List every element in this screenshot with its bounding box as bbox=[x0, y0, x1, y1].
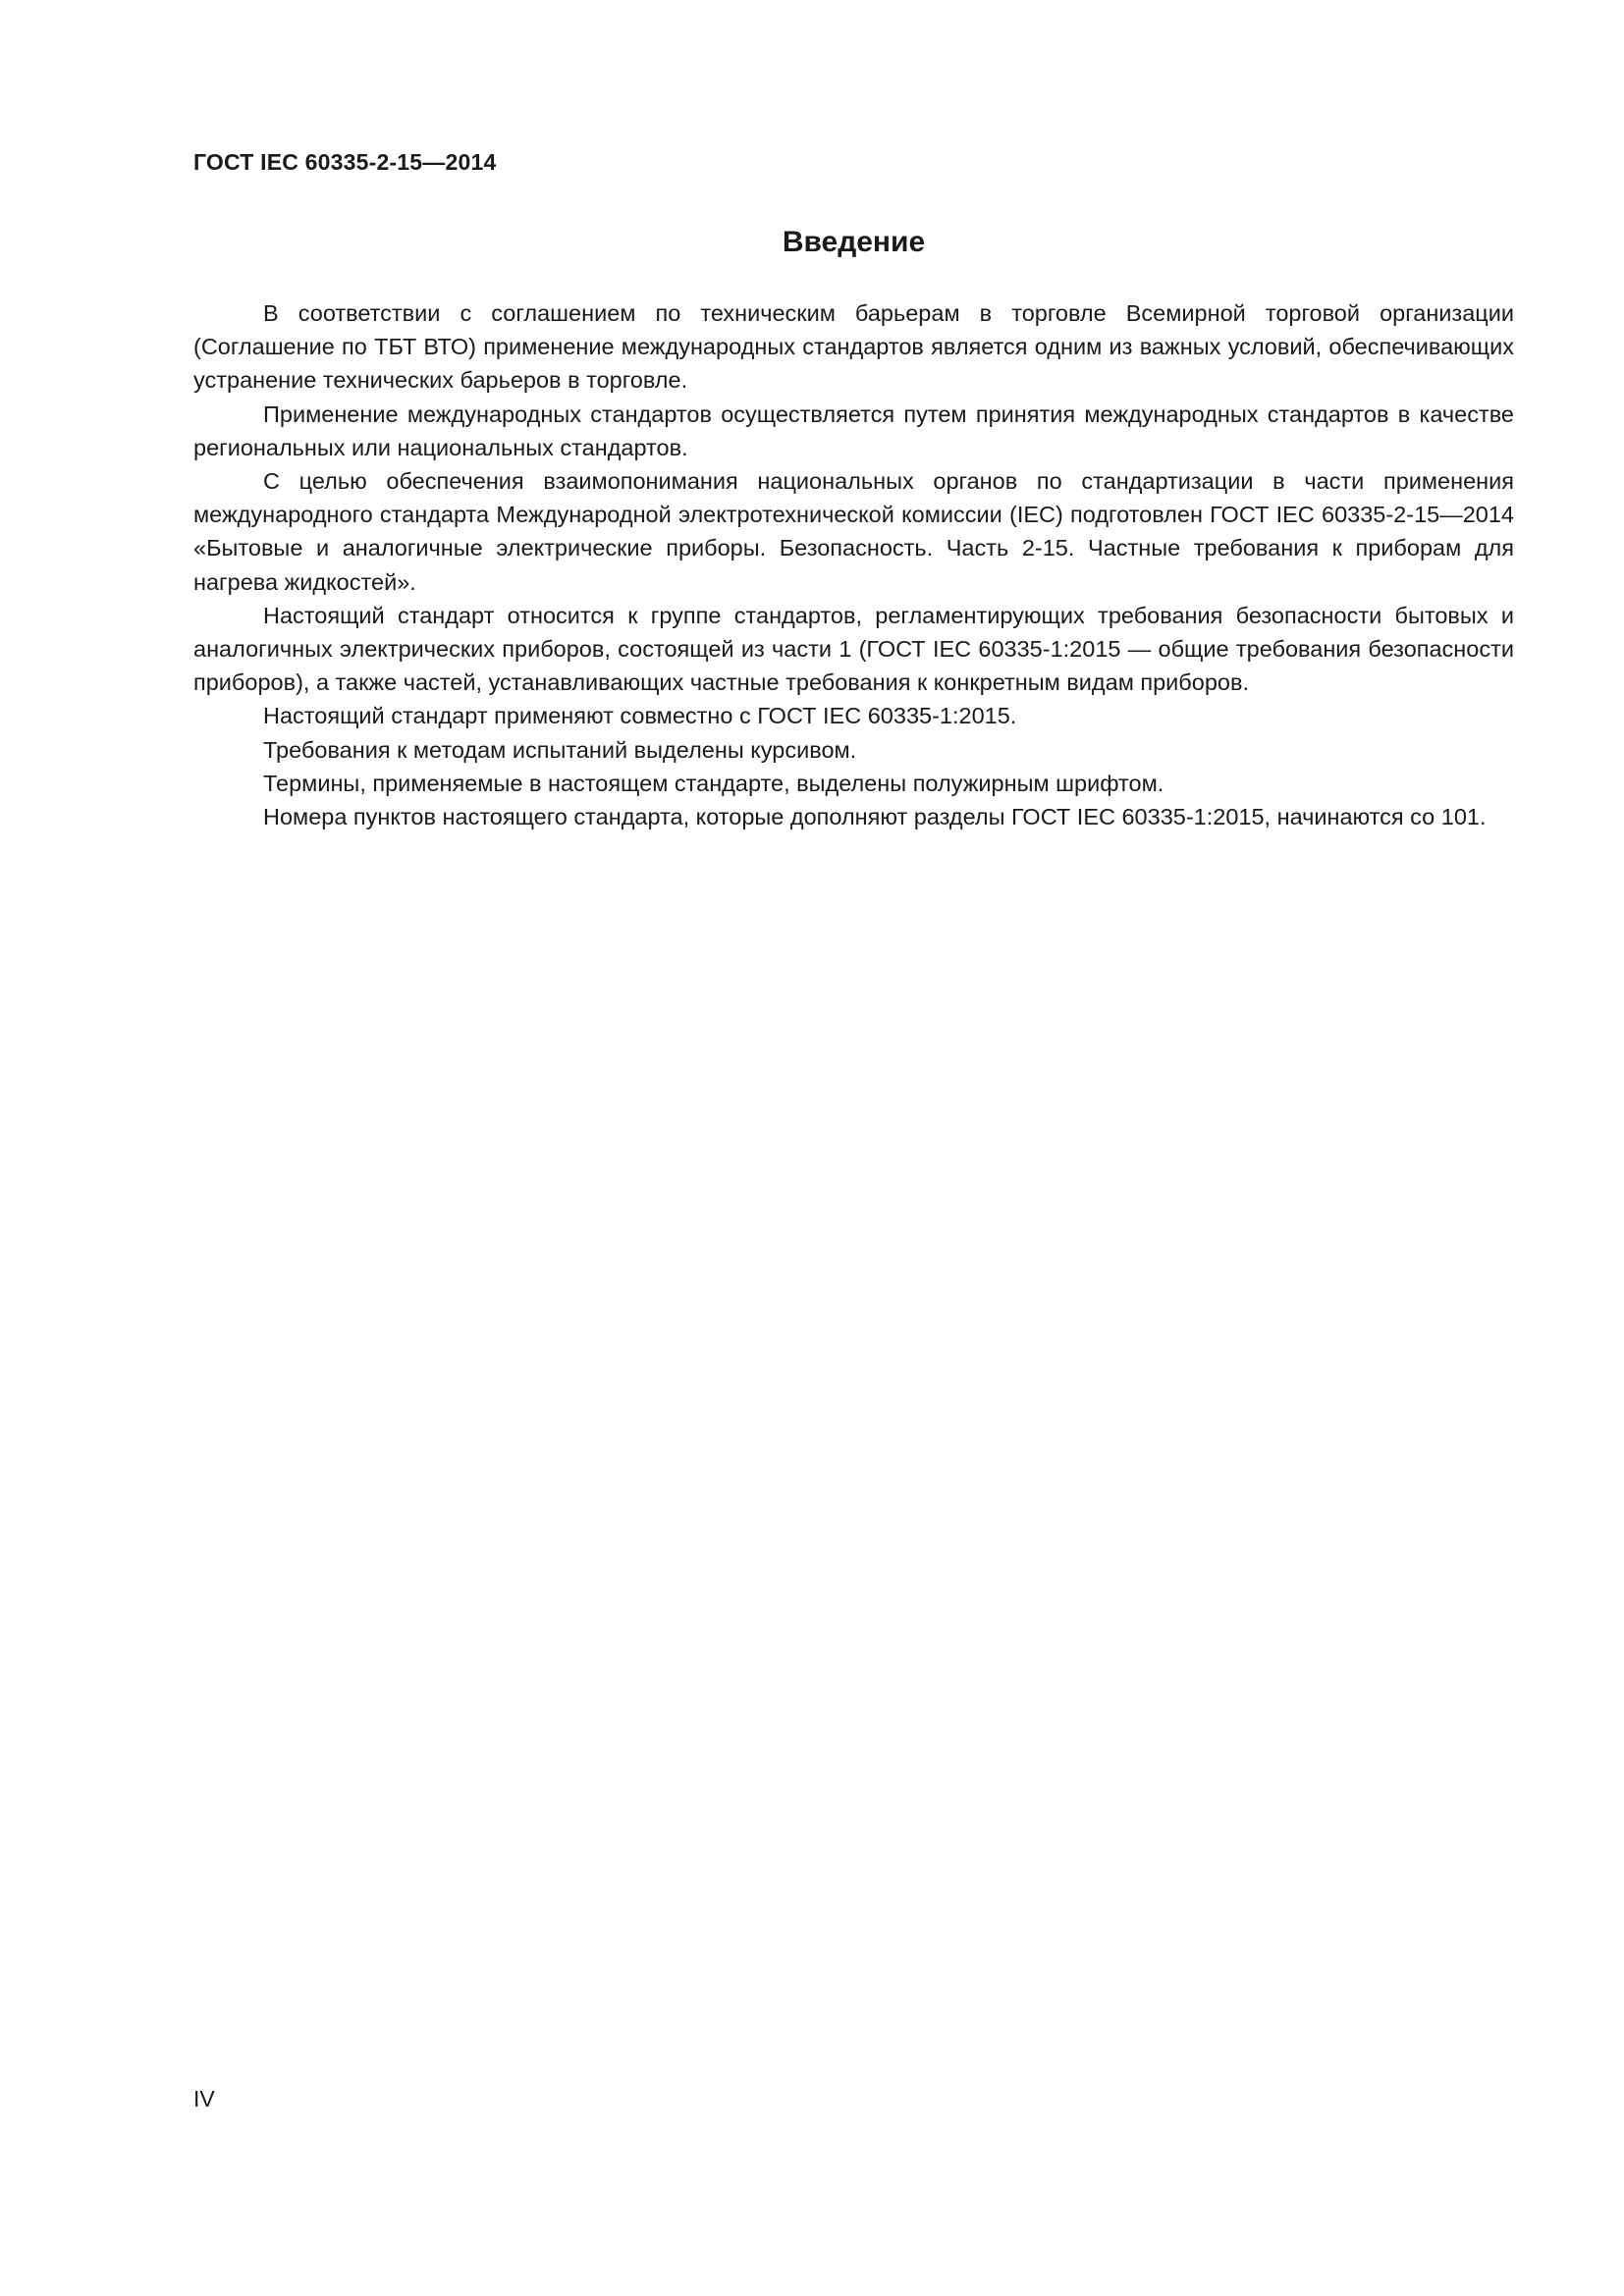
paragraph-8: Номера пунктов настоящего стандарта, которые дополняют разделы ГОСТ IEC 60335-1:2015, начинаются со 101. bbox=[263, 804, 1487, 830]
section-title: Введение bbox=[782, 226, 926, 258]
document-id-header: ГОСТ IEC 60335-2-15—2014 bbox=[193, 149, 497, 175]
page-number: IV bbox=[193, 2086, 215, 2111]
paragraph-7: Термины, применяемые в настоящем стандарте, выделены полужирным шрифтом. bbox=[263, 770, 1164, 796]
introduction-body bbox=[193, 296, 1514, 833]
paragraph-2: Применение международных стандартов осуществляется путем принятия международных стандартов в качестве региональных или национальных стандартов. bbox=[193, 400, 1514, 460]
paragraph-3: С целью обеспечения взаимопонимания национальных органов по стандартизации в части применения международного стандарта Международной электротехнической комиссии (IEC) подготовлен ГОСТ IEC 60335-2-15—2014 «Бытовые и аналогичные электрические приборы. Безопасность. Часть 2-15. Частные требования к приборам для нагрева жидкостей». bbox=[193, 468, 1514, 595]
paragraph-4: Настоящий стандарт относится к группе стандартов, регламентирующих требования безопасности бытовых и аналогичных электрических приборов, состоящей из части 1 (ГОСТ IEC 60335-1:2015 — общие требования безопасности приборов), а также частей, устанавливающих частные требования к конкретным видам приборов. bbox=[193, 602, 1514, 696]
paragraph-5: Настоящий стандарт применяют совместно с ГОСТ IEC 60335-1:2015. bbox=[263, 703, 1017, 729]
paragraph-6: Требования к методам испытаний выделены курсивом. bbox=[263, 736, 857, 763]
paragraph-1: В соответствии с соглашением по техническим барьерам в торговле Всемирной торговой организации (Соглашение по ТБТ ВТО) применение международных стандартов является одним из важных условий, обеспечивающих устранение технических барьеров в торговле. bbox=[193, 300, 1514, 394]
